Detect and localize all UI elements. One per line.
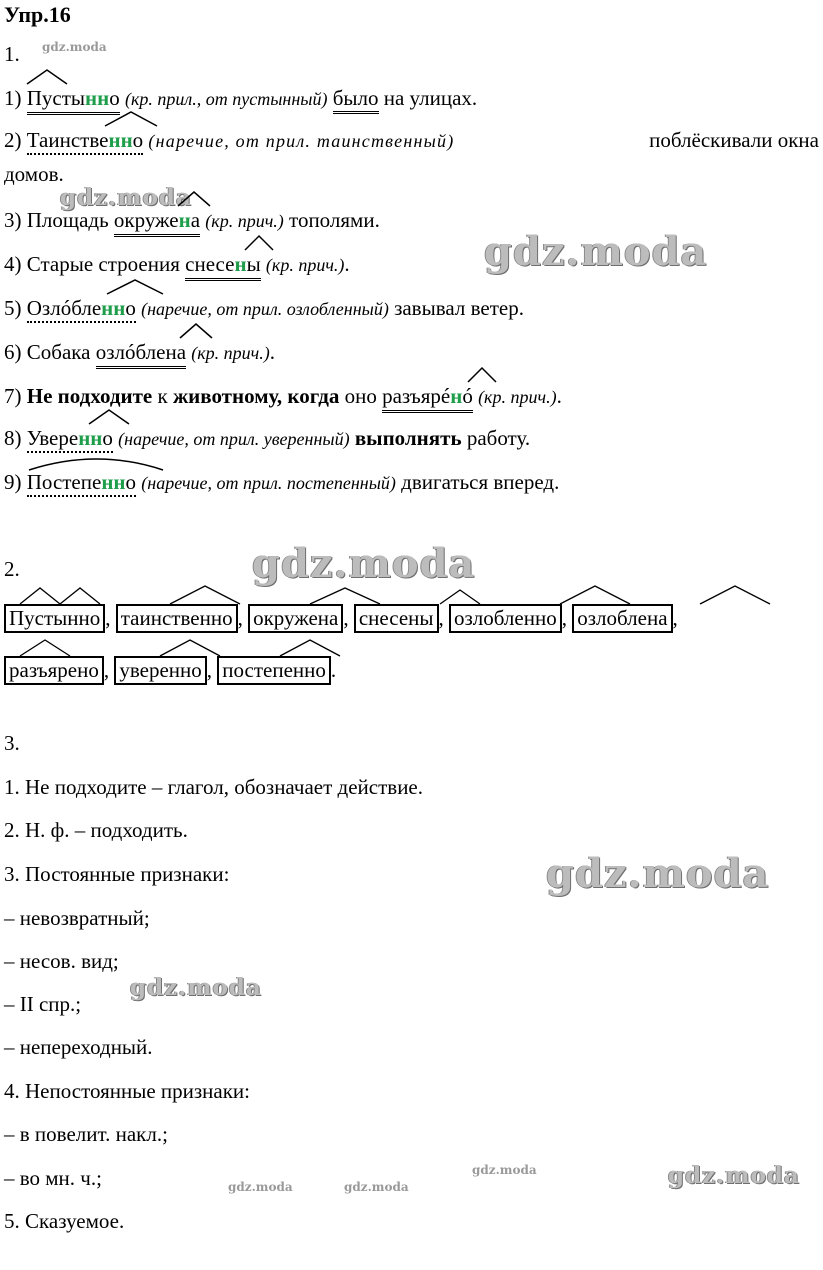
suffix-mark-icon [27, 70, 87, 86]
grammar-note: (кр. прич.) [478, 387, 557, 407]
item-number: 8) [4, 426, 22, 450]
grammar-note: (наречие, от прил. озлобленный) [141, 299, 389, 319]
word-with-suffix: Уверенно [27, 426, 113, 453]
part1-number: 1. [4, 42, 20, 66]
suffix-mark-icon [27, 112, 127, 128]
sentence-6: 6) Собака озлóблена (кр. прич.). [4, 340, 275, 369]
parsed-word: уверенно [114, 656, 206, 685]
part2-number: 2. [4, 557, 20, 581]
watermark: gdz.moda [228, 1180, 293, 1194]
parse-line-2: разъярено , уверенно , постепенно . [4, 656, 336, 685]
suffix-mark-icon [27, 454, 167, 472]
morpheme-arcs-icon [0, 634, 823, 658]
parsed-word: таинственно [116, 604, 238, 633]
word-with-suffix: разъярéнó [382, 384, 473, 413]
part3-number: 3. [4, 731, 20, 755]
analysis-line: 3. Постоянные признаки: [4, 862, 230, 886]
sentence-2: 2) Таинственно (наречие, от прил. таинственный) поблёскивали окна [4, 128, 819, 155]
sentence-3: 3) Площадь окружена (кр. прич.) тополями. [4, 208, 380, 237]
sentence-2-continuation: домов. [4, 162, 64, 186]
grammar-note: (наречие, от прил. постепенный) [141, 473, 396, 493]
word-with-suffix: Озлóбленно [27, 296, 136, 323]
analysis-line: 1. Не подходите – глагол, обозначает действие. [4, 775, 424, 799]
analysis-line: 5. Сказуемое. [4, 1209, 125, 1233]
item-number: 6) [4, 340, 22, 364]
grammar-note: (кр. прич.) [191, 343, 270, 363]
parsed-word: озлоблена [572, 604, 672, 633]
parsed-word: озлобленно [449, 604, 562, 633]
analysis-line: – во мн. ч.; [4, 1166, 102, 1190]
grammar-note: (кр. прич.) [205, 211, 284, 231]
item-number: 1) [4, 86, 22, 110]
morpheme-arcs-icon [0, 582, 823, 606]
sentence-7: 7) Не подходите к животному, когда оно разъярéнó (кр. прич.). [4, 384, 562, 413]
predicate: было [333, 86, 379, 114]
suffix-mark-icon [27, 410, 137, 426]
item-number: 4) [4, 252, 22, 276]
sentence-1: 1) Пустынно (кр. прил., от пустынный) было на улицах. [4, 86, 477, 115]
page-title: Упр.16 [4, 2, 71, 27]
word-with-suffix: окружена [114, 208, 200, 237]
item-number: 3) [4, 208, 22, 232]
word-with-suffix: снесены [185, 252, 261, 281]
watermark: gdz.moda [668, 1162, 800, 1189]
watermark: gdz.moda [546, 850, 770, 897]
suffix-mark-icon [382, 368, 502, 384]
analysis-line: 2. Н. ф. – подходить. [4, 818, 188, 842]
grammar-note: (наречие, от прил. уверенный) [118, 429, 350, 449]
sentence-4: 4) Старые строения снесены (кр. прич.). [4, 252, 350, 281]
watermark: gdz.moda [60, 184, 192, 211]
watermark: gdz.moda [484, 228, 708, 275]
parsed-word: постепенно [217, 656, 331, 685]
parsed-word: разъярено [4, 656, 104, 685]
suffix-mark-icon [185, 236, 285, 252]
item-number: 5) [4, 296, 22, 320]
word-with-suffix: Пустынно [27, 86, 120, 115]
analysis-line: – непереходный. [4, 1035, 153, 1059]
analysis-line: – невозвратный; [4, 906, 150, 930]
watermark: gdz.moda [130, 974, 262, 1001]
watermark: gdz.moda [252, 540, 476, 587]
suffix-mark-icon [96, 324, 216, 340]
watermark: gdz.moda [42, 40, 107, 54]
parsed-word: Пустынно [4, 604, 105, 633]
sentence-9: 9) Постепенно (наречие, от прил. постепенный) двигаться вперед. [4, 470, 559, 497]
word-with-suffix: Постепенно [27, 470, 136, 497]
suffix-mark-icon [27, 280, 167, 296]
item-number: 9) [4, 470, 22, 494]
sentence-5: 5) Озлóбленно (наречие, от прил. озлобленный) завывал ветер. [4, 296, 524, 323]
analysis-line: – в повелит. накл.; [4, 1122, 168, 1146]
parsed-word: окружена [248, 604, 343, 633]
analysis-line: – несов. вид; [4, 949, 119, 973]
watermark: gdz.moda [472, 1163, 537, 1177]
parse-line-1: Пустынно , таинственно , окружена , снесены , озлобленно , озлоблена , [4, 604, 678, 633]
grammar-note: (наречие, от прил. таинственный) [148, 131, 455, 151]
sentence-8: 8) Уверенно (наречие, от прил. уверенный) выполнять работу. [4, 426, 530, 453]
item-number: 7) [4, 384, 22, 408]
word-with-suffix: озлóблена [96, 340, 186, 369]
watermark: gdz.moda [344, 1180, 409, 1194]
analysis-line: – II спр.; [4, 992, 82, 1016]
parsed-word: снесены [354, 604, 439, 633]
grammar-note: (кр. прил., от пустынный) [124, 89, 328, 109]
word-with-suffix: Таинственно [27, 128, 143, 155]
analysis-line: 4. Непостоянные признаки: [4, 1079, 250, 1103]
suffix-mark-icon [114, 192, 214, 208]
grammar-note: (кр. прич.) [265, 255, 345, 275]
item-number: 2) [4, 128, 22, 152]
